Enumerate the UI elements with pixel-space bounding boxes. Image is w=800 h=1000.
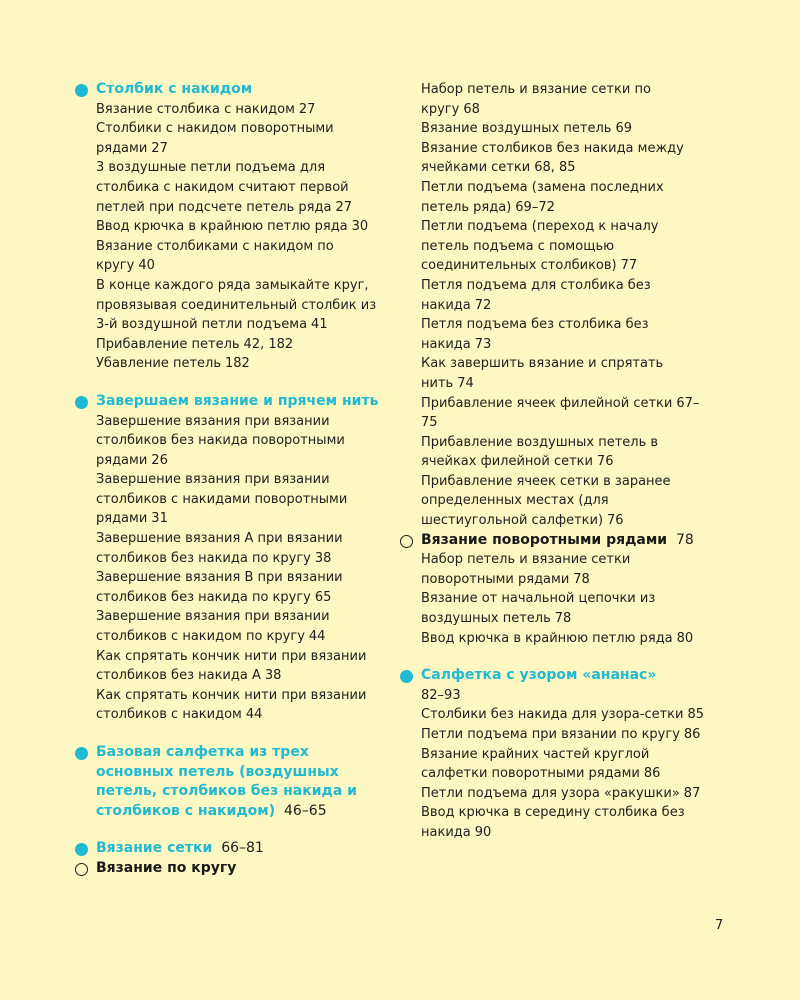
entry-page: 86: [683, 727, 701, 742]
toc-entry: [421, 178, 705, 217]
toc-entry: [421, 629, 705, 649]
entry-page: 38: [264, 668, 282, 684]
entry-text: Прибавление воздушных петель в ячейках филейной сетки: [421, 434, 659, 470]
entry-page: 76: [607, 513, 624, 529]
toc-entry: [421, 139, 705, 178]
entry-text: Вязание столбиками с накидом по кругу: [96, 238, 334, 274]
entry-page: 27: [298, 101, 316, 117]
entry-page: 27: [335, 199, 353, 215]
toc-entry: [96, 217, 380, 237]
entry-text: Как спрятать кончик нити при вязании столбиков с накидом: [96, 687, 367, 723]
toc-section: [75, 80, 380, 374]
entry-page: 78: [554, 611, 572, 627]
entry-text: Завершение вязания А при вязании столбиков без накида по кругу: [96, 531, 343, 566]
entry-page: 26: [151, 452, 168, 468]
toc-section: [400, 531, 705, 649]
section-heading: Завершаем вязание и прячем нить: [96, 392, 379, 409]
entry-page: 76: [596, 454, 614, 470]
toc-entry: [421, 315, 705, 354]
toc-entry: [421, 433, 705, 472]
toc-entry: [96, 607, 380, 646]
entry-text: В конце каждого ряда замыкайте круг, провязывая соединительный столбик из 3-й воздушной петли подъема: [96, 277, 377, 333]
section-heading: Салфетка с узором «ананас»: [421, 667, 657, 684]
section-heading: Столбик с накидом: [96, 81, 253, 97]
entry-page: 30: [351, 219, 369, 235]
toc-entry: [421, 472, 705, 531]
toc-entry: [96, 529, 380, 568]
toc-entry: [96, 470, 380, 529]
entry-page: 68, 85: [534, 160, 576, 176]
entry-text: Столбики без накида для узора-сетки: [421, 707, 684, 723]
entry-text: Столбики с накидом поворотными рядами: [96, 121, 334, 156]
toc-section: [75, 839, 380, 859]
toc-entry: [96, 237, 380, 276]
entry-text: Вязание крайних частей круглой салфетки поворотными рядами: [421, 746, 650, 782]
toc-section: [400, 666, 705, 842]
toc-entry: [421, 119, 705, 139]
entry-page: 69: [615, 121, 632, 137]
entry-page: 85: [687, 707, 705, 723]
section-heading-page: 46–65: [283, 802, 327, 819]
entry-text: Петли подъема для узора «ракушки»: [421, 785, 680, 801]
toc-entry: [96, 119, 380, 158]
toc-entry: [96, 686, 380, 725]
entry-text: Петли подъема (замена последних петель ряда): [421, 179, 664, 215]
entry-page: 86: [643, 766, 661, 782]
entry-page: 72: [474, 297, 492, 313]
section-heading: Базовая салфетка из трех основных петель (воздушных петель, столбиков без накида и столбиков с накидом) 46–65: [96, 744, 357, 819]
entry-page: 182: [225, 356, 250, 372]
entry-page: 87: [683, 785, 701, 801]
entry-text: Набор петель и вязание сетки по кругу: [421, 82, 651, 117]
entry-page: 80: [676, 630, 694, 646]
toc-entry: [421, 589, 705, 628]
toc-entry: [96, 276, 380, 335]
toc-entry: [421, 745, 705, 784]
entry-text: Завершение вязания В при вязании столбиков без накида по кругу: [96, 570, 343, 605]
entry-text: Завершение вязания при вязании столбиков без накида поворотными рядами: [96, 413, 345, 468]
toc-entry: [96, 335, 380, 355]
filled-circle-bullet-icon: [75, 84, 88, 97]
toc-entry: [421, 803, 705, 842]
toc-section: [400, 80, 705, 531]
section-heading-page: 66–81: [221, 840, 264, 857]
entry-text: 3 воздушные петли подъема для столбика с накидом считают первой петлей при подсчете петель ряда: [96, 160, 349, 215]
entry-text: Завершение вязания при вязании столбиков с накидами поворотными рядами: [96, 472, 348, 527]
entry-text: Вязание воздушных петель: [421, 121, 612, 137]
entry-text: Вязание столбика с накидом: [96, 101, 295, 117]
toc-section: [75, 743, 380, 821]
entry-page: 40: [138, 258, 155, 274]
entry-text: Как спрятать кончик нити при вязании столбиков без накида А: [96, 648, 367, 684]
toc-entry: [96, 354, 380, 374]
toc-entry: [421, 394, 705, 433]
entry-page: 74: [457, 375, 474, 391]
section-heading: Вязание сетки 66–81: [96, 840, 264, 857]
section-heading: Вязание по кругу: [96, 859, 237, 876]
toc-entry: [96, 568, 380, 607]
entry-text: Завершение вязания при вязании столбиков с накидом по кругу: [96, 609, 330, 645]
filled-circle-bullet-icon: [75, 747, 88, 760]
filled-circle-bullet-icon: [75, 843, 88, 856]
entry-page: 90: [474, 824, 492, 840]
section-heading-page: 82–93: [421, 687, 461, 703]
entry-text: Прибавление петель: [96, 336, 240, 352]
entry-page: 65: [314, 589, 332, 605]
entry-page: 27: [151, 140, 168, 156]
entry-text: Убавление петель: [96, 356, 221, 372]
filled-circle-bullet-icon: [400, 670, 413, 683]
entry-page: 68: [463, 101, 480, 117]
outline-circle-bullet-icon: [400, 535, 413, 548]
entry-page: 67–75: [421, 395, 700, 431]
toc-right-column: [400, 80, 705, 843]
toc-entry: [96, 412, 380, 471]
toc-entry: [421, 217, 705, 276]
entry-text: Петля подъема для столбика без накида: [421, 277, 651, 313]
toc-section: [75, 392, 380, 725]
section-heading: Вязание поворотными рядами 78: [421, 531, 694, 548]
entry-page: 44: [245, 707, 263, 723]
toc-entry: [421, 725, 705, 745]
entry-text: Петли подъема (переход к началу петель подъема с помощью соединительных столбиков): [421, 219, 659, 274]
entry-page: 38: [314, 550, 332, 566]
section-heading-page: 78: [675, 531, 694, 548]
entry-text: Прибавление ячеек филейной сетки: [421, 395, 673, 411]
toc-entry: [96, 158, 380, 217]
entry-page: 31: [151, 511, 168, 527]
entry-page: 69–72: [515, 199, 555, 215]
entry-page: 78: [573, 571, 590, 587]
filled-circle-bullet-icon: [75, 396, 88, 409]
toc-entry: [421, 276, 705, 315]
toc-entry: [421, 705, 705, 725]
entry-text: Вязание от начальной цепочки из воздушных петель: [421, 591, 656, 627]
toc-entry: [421, 80, 705, 119]
toc-entry: [96, 647, 380, 686]
entry-text: Прибавление ячеек сетки в заранее определенных местах (для шестиугольной салфетки): [421, 473, 671, 529]
entry-page: 73: [474, 336, 492, 352]
entry-page: 42, 182: [243, 336, 294, 352]
entry-text: Как завершить вязание и спрятать нить: [421, 356, 664, 391]
entry-text: Набор петель и вязание сетки поворотными рядами: [421, 552, 631, 587]
toc-entry: [421, 784, 705, 804]
entry-page: 44: [308, 629, 326, 645]
entry-page: 77: [620, 258, 638, 274]
page-number: 7: [715, 918, 724, 933]
outline-circle-bullet-icon: [75, 863, 88, 876]
entry-text: Ввод крючка в середину столбика без накида: [421, 805, 685, 840]
entry-text: Ввод крючка в крайнюю петлю ряда: [421, 630, 673, 646]
toc-entry: [421, 354, 705, 393]
entry-text: Петли подъема при вязании по кругу: [421, 727, 680, 742]
toc-entry: [96, 100, 380, 120]
entry-text: Вязание столбиков без накида между ячейками сетки: [421, 140, 684, 176]
entry-text: Петля подъема без столбика без накида: [421, 317, 649, 352]
entry-page: 41: [311, 317, 328, 333]
toc-section: [75, 859, 380, 879]
toc-entry: [421, 550, 705, 589]
toc-left-column: [75, 80, 380, 879]
entry-text: Ввод крючка в крайнюю петлю ряда: [96, 219, 348, 235]
